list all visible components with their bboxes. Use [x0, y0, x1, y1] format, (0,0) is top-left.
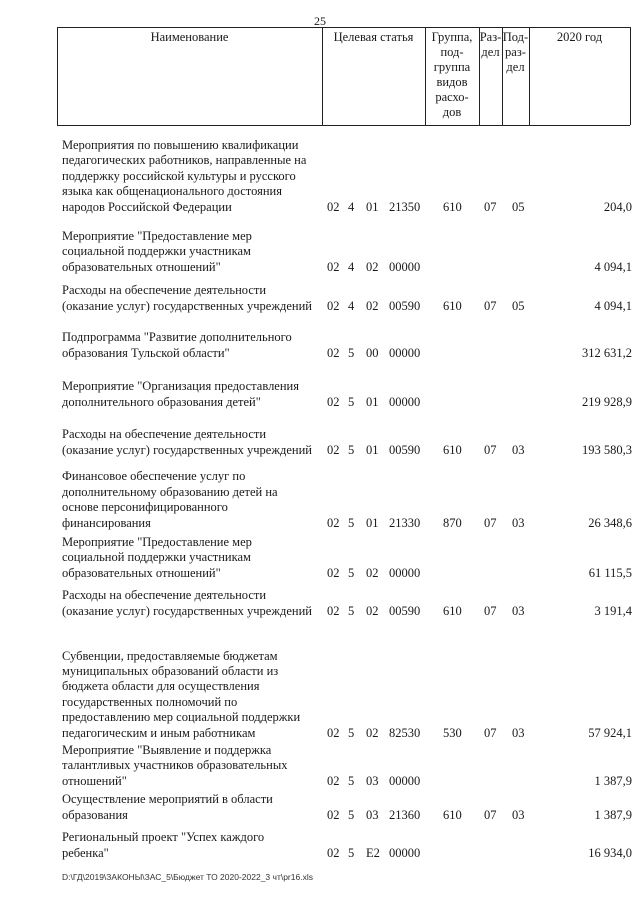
section-code: 07 [484, 807, 497, 822]
row-name-line: образовательных отношений" [62, 565, 221, 580]
amount-2020: 3 191,4 [594, 603, 632, 618]
row-name [62, 229, 324, 275]
row-name [62, 830, 324, 861]
row-name-line: Расходы на обеспечение деятельности [62, 283, 267, 298]
row-name-line: образования [62, 807, 128, 822]
row-name-line: языка как общенационального достояния [62, 184, 282, 199]
code-subprogram: 5 [348, 807, 355, 822]
row-name [62, 427, 324, 458]
row-name-line: отношений" [62, 773, 127, 788]
code-subprogram: 5 [348, 394, 355, 409]
row-name [62, 330, 324, 361]
row-name-line: Мероприятие "Предоставление мер [62, 534, 252, 549]
section-code: 07 [484, 199, 497, 214]
amount-2020: 204,0 [603, 199, 632, 214]
code-direction: 00000 [389, 394, 421, 409]
code-program: 02 [327, 603, 340, 618]
row-name-line: Расходы на обеспечение деятельности [62, 588, 267, 603]
code-direction: 21330 [389, 515, 421, 530]
code-event: 02 [366, 603, 379, 618]
expense-group: 610 [443, 603, 462, 618]
expense-group: 610 [443, 199, 462, 214]
row-name-line: талантливых участников образовательных [62, 758, 288, 773]
row-name [62, 649, 324, 741]
row-name-line: Региональный проект "Успех каждого [62, 830, 265, 845]
section-code: 07 [484, 442, 497, 457]
row-name [62, 469, 324, 531]
subsection-code: 05 [512, 298, 525, 313]
row-name-line: социальной поддержки участникам [62, 244, 251, 259]
page-number: 25 [314, 14, 326, 28]
amount-2020: 1 387,9 [594, 807, 632, 822]
row-name [62, 792, 324, 823]
row-name-line: Мероприятия по повышению квалификации [62, 137, 299, 152]
table-row [0, 535, 640, 581]
code-subprogram: 5 [348, 345, 355, 360]
code-program: 02 [327, 565, 340, 580]
header-name: Наименование [150, 30, 229, 44]
subsection-code: 03 [512, 807, 525, 822]
amount-2020: 57 924,1 [588, 725, 632, 740]
row-name-line: образования Тульской области" [62, 345, 230, 360]
table-row [0, 469, 640, 531]
table-row [0, 830, 640, 861]
row-name-line: финансирования [62, 515, 151, 530]
row-name [62, 379, 324, 410]
row-name-line: социальной поддержки участникам [62, 550, 251, 565]
code-subprogram: 4 [348, 298, 355, 313]
row-name-line: народов Российской Федерации [62, 199, 232, 214]
amount-2020: 219 928,9 [582, 394, 632, 409]
expense-group: 870 [443, 515, 462, 530]
row-name-line: (оказание услуг) государственных учреждений [62, 603, 312, 618]
row-name-line: дополнительному образованию детей на [62, 484, 278, 499]
table-row [0, 649, 640, 741]
code-subprogram: 5 [348, 845, 355, 860]
code-program: 02 [327, 515, 340, 530]
row-name-line: Мероприятие "Организация предоставления [62, 379, 299, 394]
row-name-line: (оказание услуг) государственных учреждений [62, 442, 312, 457]
header-year: 2020 год [556, 30, 603, 44]
table-row [0, 427, 640, 458]
section-code: 07 [484, 515, 497, 530]
row-name [62, 535, 324, 581]
code-event: 01 [366, 442, 379, 457]
table-row [0, 792, 640, 823]
row-name [62, 138, 324, 215]
code-direction: 00000 [389, 565, 421, 580]
row-name-line: дополнительного образования детей" [62, 394, 261, 409]
table-row [0, 743, 640, 789]
section-code: 07 [484, 298, 497, 313]
row-name-line: (оказание услуг) государственных учреждений [62, 298, 312, 313]
code-program: 02 [327, 773, 340, 788]
table-row [0, 229, 640, 275]
code-direction: 00000 [389, 345, 421, 360]
amount-2020: 1 387,9 [594, 773, 632, 788]
amount-2020: 312 631,2 [582, 345, 632, 360]
code-event: 03 [366, 807, 379, 822]
code-subprogram: 5 [348, 442, 355, 457]
code-direction: 82530 [389, 725, 421, 740]
table-row [0, 588, 640, 619]
row-name-line: поддержку российской культуры и русского [62, 168, 296, 183]
amount-2020: 4 094,1 [594, 259, 632, 274]
code-program: 02 [327, 845, 340, 860]
table-row [0, 283, 640, 314]
code-program: 02 [327, 725, 340, 740]
amount-2020: 193 580,3 [582, 442, 632, 457]
header-target: Целевая статья [333, 30, 414, 44]
code-event: 01 [366, 394, 379, 409]
code-program: 02 [327, 259, 340, 274]
code-event: 02 [366, 725, 379, 740]
code-subprogram: 4 [348, 199, 355, 214]
amount-2020: 4 094,1 [594, 298, 632, 313]
section-code: 07 [484, 603, 497, 618]
row-name-line: ребенка" [62, 845, 109, 860]
row-name [62, 588, 324, 619]
file-path-footer: D:\ГД\2019\ЗАКОНЫ\ЗАС_5\Бюджет ТО 2020-2022_3 чт\pr16.xls [62, 872, 313, 882]
amount-2020: 61 115,5 [588, 565, 632, 580]
row-name-line: предоставлению мер социальной поддержки [62, 710, 301, 725]
header-top-rule [57, 27, 630, 28]
subsection-code: 03 [512, 725, 525, 740]
code-program: 02 [327, 199, 340, 214]
code-program: 02 [327, 442, 340, 457]
code-subprogram: 5 [348, 565, 355, 580]
subsection-code: 05 [512, 199, 525, 214]
expense-group: 530 [443, 725, 462, 740]
row-name-line: Подпрограмма "Развитие дополнительного [62, 330, 292, 345]
amount-2020: 16 934,0 [588, 845, 632, 860]
table-row [0, 379, 640, 410]
table-row [0, 138, 640, 215]
code-subprogram: 5 [348, 773, 355, 788]
row-name-line: муниципальных образований области из [62, 663, 279, 678]
row-name-line: Мероприятие "Выявление и поддержка [62, 742, 272, 757]
row-name-line: государственных полномочий по [62, 694, 238, 709]
code-program: 02 [327, 345, 340, 360]
header-section: Раз- дел [479, 30, 502, 59]
code-event: 02 [366, 259, 379, 274]
row-name-line: основе персонифицированного [62, 500, 228, 515]
code-event: 02 [366, 298, 379, 313]
row-name-line: Мероприятие "Предоставление мер [62, 228, 252, 243]
code-event: 02 [366, 565, 379, 580]
row-name [62, 743, 324, 789]
code-program: 02 [327, 807, 340, 822]
row-name-line: педагогическим и иным работникам [62, 725, 256, 740]
code-direction: 00590 [389, 442, 421, 457]
code-subprogram: 4 [348, 259, 355, 274]
code-direction: 00590 [389, 298, 421, 313]
code-event: 03 [366, 773, 379, 788]
amount-2020: 26 348,6 [588, 515, 632, 530]
expense-group: 610 [443, 807, 462, 822]
section-code: 07 [484, 725, 497, 740]
code-direction: 00590 [389, 603, 421, 618]
row-name-line: бюджета области для осуществления [62, 679, 260, 694]
code-event: E2 [366, 845, 380, 860]
code-event: 01 [366, 515, 379, 530]
row-name-line: Субвенции, предоставляемые бюджетам [62, 648, 278, 663]
row-name-line: Осуществление мероприятий в области [62, 792, 273, 807]
header-group: Группа, под- группа видов расхо- дов [431, 30, 473, 119]
code-event: 01 [366, 199, 379, 214]
code-program: 02 [327, 298, 340, 313]
row-name-line: образовательных отношений" [62, 259, 221, 274]
header-subsection: Под- раз- дел [502, 30, 529, 74]
header-bottom-rule [57, 125, 630, 126]
table-row [0, 330, 640, 361]
code-subprogram: 5 [348, 515, 355, 530]
code-subprogram: 5 [348, 725, 355, 740]
code-event: 00 [366, 345, 379, 360]
code-direction: 00000 [389, 845, 421, 860]
subsection-code: 03 [512, 442, 525, 457]
code-direction: 00000 [389, 773, 421, 788]
row-name-line: Финансовое обеспечение услуг по [62, 469, 246, 484]
subsection-code: 03 [512, 603, 525, 618]
code-program: 02 [327, 394, 340, 409]
expense-group: 610 [443, 298, 462, 313]
subsection-code: 03 [512, 515, 525, 530]
code-direction: 21350 [389, 199, 421, 214]
code-subprogram: 5 [348, 603, 355, 618]
row-name [62, 283, 324, 314]
code-direction: 00000 [389, 259, 421, 274]
row-name-line: педагогических работников, направленные на [62, 153, 307, 168]
header-divider [630, 27, 631, 125]
code-direction: 21360 [389, 807, 421, 822]
row-name-line: Расходы на обеспечение деятельности [62, 427, 267, 442]
expense-group: 610 [443, 442, 462, 457]
